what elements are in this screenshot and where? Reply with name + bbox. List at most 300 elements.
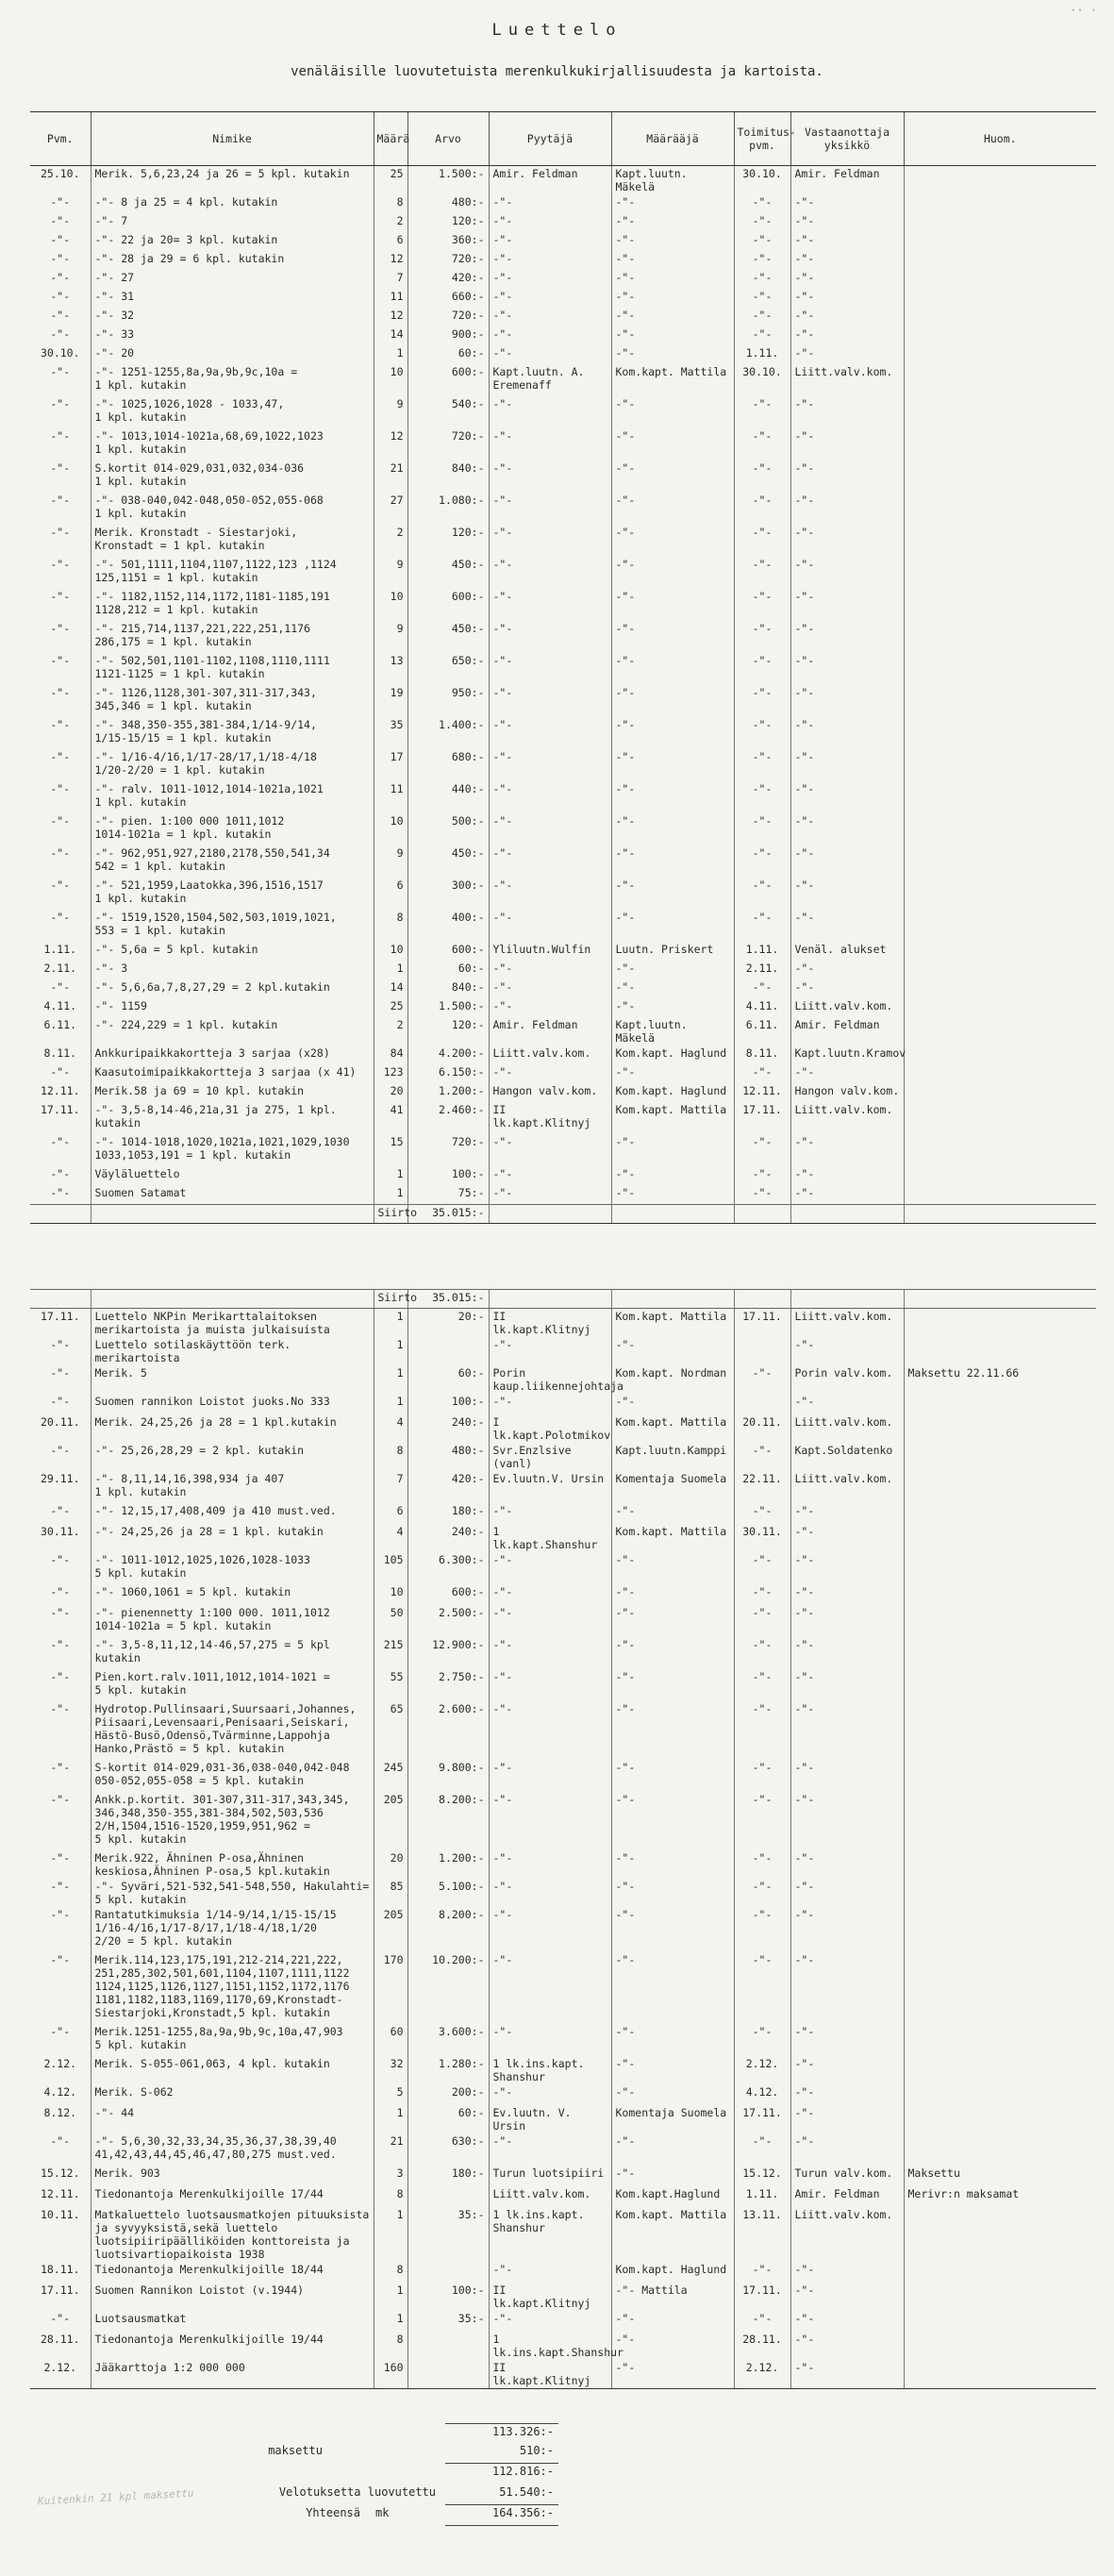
cell-requester: -"- xyxy=(489,653,611,685)
cell-date: -"- xyxy=(50,1606,71,1619)
cell-title: -"- 8,11,14,16,398,934 ja 407 1 kpl. kutakin xyxy=(91,1471,374,1503)
cell-value xyxy=(407,2186,489,2207)
cell-orderer: -"- xyxy=(611,1166,734,1185)
cell-value xyxy=(407,2360,489,2389)
cell-empty xyxy=(734,1204,790,1223)
cell-recipient: Liitt.valv.kom. xyxy=(790,1309,904,1338)
cell-quantity: 60 xyxy=(374,2024,407,2056)
totals-sum-value: 113.326:- xyxy=(491,2425,554,2438)
cell-recipient: -"- xyxy=(790,308,904,326)
cell-quantity: 14 xyxy=(374,326,407,345)
cell-delivery-date: -"- xyxy=(734,1185,790,1204)
cell-orderer: -"- xyxy=(611,2360,734,2389)
cell-requester: -"- xyxy=(489,998,611,1017)
cell-requester: -"- xyxy=(489,813,611,845)
cell-remarks xyxy=(904,2105,1096,2133)
cell-empty xyxy=(734,1290,790,1309)
cell-remarks: Maksettu 22.11.66 xyxy=(904,1365,1096,1394)
cell-orderer: Kom.kapt. Mattila xyxy=(611,1102,734,1134)
cell-remarks xyxy=(904,1792,1096,1850)
cell-date: 1.11. xyxy=(43,943,77,956)
table-row xyxy=(30,1185,1096,1204)
cell-quantity: 205 xyxy=(374,1907,407,1952)
cell-recipient: -"- xyxy=(790,1760,904,1792)
table-row xyxy=(30,194,1096,213)
cell-value: 60:- xyxy=(407,961,489,979)
cell-date: -"- xyxy=(50,1065,71,1079)
cell-orderer: -"- xyxy=(611,1134,734,1166)
cell-value: 420:- xyxy=(407,1471,489,1503)
cell-requester: -"- xyxy=(489,1760,611,1792)
cell-date: -"- xyxy=(50,654,71,667)
cell-value: 450:- xyxy=(407,621,489,653)
totals-transferred-label: Velotuksetta luovutettu xyxy=(278,2485,436,2499)
cell-empty xyxy=(30,1290,91,1309)
totals-currency: mk xyxy=(375,2506,390,2519)
cell-recipient: -"- xyxy=(790,2024,904,2056)
table-row xyxy=(30,1584,1096,1605)
cell-remarks xyxy=(904,1637,1096,1669)
cell-orderer: -"- xyxy=(611,308,734,326)
cell-quantity: 8 xyxy=(374,2186,407,2207)
cell-date: -"- xyxy=(50,1553,71,1566)
cell-quantity: 85 xyxy=(374,1879,407,1907)
cell-quantity: 1 xyxy=(374,2105,407,2133)
cell-title: Luotsausmatkat xyxy=(91,2311,374,2332)
cell-remarks xyxy=(904,910,1096,942)
carry-out-label: Siirto xyxy=(374,1204,407,1223)
cell-recipient: -"- xyxy=(790,194,904,213)
cell-title: Tiedonantoja Merenkulkijoille 18/44 xyxy=(91,2262,374,2283)
cell-remarks xyxy=(904,1605,1096,1637)
cell-delivery-date: 17.11. xyxy=(734,1102,790,1134)
cell-value: 12.900:- xyxy=(407,1637,489,1669)
cell-remarks xyxy=(904,2133,1096,2166)
cell-requester: -"- xyxy=(489,979,611,998)
cell-recipient: -"- xyxy=(790,2262,904,2283)
cell-remarks xyxy=(904,1907,1096,1952)
cell-delivery-date: -"- xyxy=(734,2024,790,2056)
cell-orderer: -"- xyxy=(611,345,734,364)
cell-date: 6.11. xyxy=(43,1018,77,1031)
cell-requester: -"- xyxy=(489,2084,611,2105)
cell-quantity: 2 xyxy=(374,525,407,557)
table-row xyxy=(30,1637,1096,1669)
cell-orderer: -"- xyxy=(611,2056,734,2084)
cell-quantity: 10 xyxy=(374,589,407,621)
cell-title: -"- 25,26,28,29 = 2 kpl. kutakin xyxy=(91,1443,374,1471)
cell-date: -"- xyxy=(50,2312,71,2325)
cell-empty xyxy=(489,1290,611,1309)
cell-delivery-date: -"- xyxy=(734,653,790,685)
totals-paid-row xyxy=(30,2444,1096,2463)
cell-requester: -"- xyxy=(489,308,611,326)
cell-requester: -"- xyxy=(489,1879,611,1907)
cell-value: 600:- xyxy=(407,1584,489,1605)
table-row xyxy=(30,2262,1096,2283)
cell-delivery-date: -"- xyxy=(734,1669,790,1701)
cell-requester: Liitt.valv.kom. xyxy=(489,1045,611,1064)
cell-title: -"- 24,25,26 ja 28 = 1 kpl. kutakin xyxy=(91,1524,374,1552)
cell-requester: -"- xyxy=(489,1166,611,1185)
cell-date: -"- xyxy=(50,429,71,443)
cell-value: 5.100:- xyxy=(407,1879,489,1907)
cell-orderer: -"- xyxy=(611,2166,734,2186)
cell-remarks xyxy=(904,364,1096,396)
table-row xyxy=(30,2283,1096,2311)
column-header-quantity: Määrä xyxy=(374,112,407,166)
cell-title: -"- 038-040,042-048,050-052,055-068 1 kpl. kutakin xyxy=(91,493,374,525)
table-row xyxy=(30,289,1096,308)
table-row xyxy=(30,1414,1096,1443)
cell-value: 120:- xyxy=(407,213,489,232)
cell-date: -"- xyxy=(50,1186,71,1199)
cell-title: -"- 3,5-8,14-46,21a,31 ja 275, 1 kpl. kutakin xyxy=(91,1102,374,1134)
table-row xyxy=(30,1134,1096,1166)
table-row xyxy=(30,961,1096,979)
cell-delivery-date: -"- xyxy=(734,717,790,749)
cell-recipient: -"- xyxy=(790,326,904,345)
cell-requester: -"- xyxy=(489,525,611,557)
cell-remarks xyxy=(904,1134,1096,1166)
cell-title: -"- 28 ja 29 = 6 kpl. kutakin xyxy=(91,251,374,270)
table-row xyxy=(30,1394,1096,1414)
cell-value: 1.080:- xyxy=(407,493,489,525)
cell-quantity: 12 xyxy=(374,428,407,460)
cell-empty xyxy=(489,1204,611,1223)
cell-delivery-date: -"- xyxy=(734,396,790,428)
cell-title: Merik.922, Ähninen P-osa,Ähninen keskiosa,Ähninen P-osa,5 kpl.kutakin xyxy=(91,1850,374,1879)
totals-rule xyxy=(445,2525,558,2526)
cell-remarks xyxy=(904,1471,1096,1503)
cell-recipient: -"- xyxy=(790,813,904,845)
cell-delivery-date: -"- xyxy=(734,308,790,326)
cell-quantity: 9 xyxy=(374,845,407,878)
table-row xyxy=(30,749,1096,781)
cell-orderer: -"- xyxy=(611,2332,734,2360)
cell-quantity: 1 xyxy=(374,1166,407,1185)
table-row xyxy=(30,910,1096,942)
cell-orderer: -"- xyxy=(611,1879,734,1907)
table-row xyxy=(30,364,1096,396)
carry-in-row xyxy=(30,1290,1096,1309)
cell-remarks xyxy=(904,1185,1096,1204)
cell-value: 120:- xyxy=(407,525,489,557)
cell-quantity: 65 xyxy=(374,1701,407,1760)
cell-date: -"- xyxy=(50,1585,71,1598)
cell-title: -"- 7 xyxy=(91,213,374,232)
cell-quantity: 9 xyxy=(374,396,407,428)
cell-value: 360:- xyxy=(407,232,489,251)
cell-remarks xyxy=(904,1166,1096,1185)
cell-title: Merik. 5 xyxy=(91,1365,374,1394)
cell-value: 3.600:- xyxy=(407,2024,489,2056)
cell-date: -"- xyxy=(50,622,71,635)
cell-recipient: -"- xyxy=(790,845,904,878)
cell-quantity: 11 xyxy=(374,781,407,813)
cell-date: -"- xyxy=(50,1851,71,1865)
cell-recipient: -"- xyxy=(790,621,904,653)
totals-rule xyxy=(445,2463,558,2464)
cell-value: 75:- xyxy=(407,1185,489,1204)
cell-empty xyxy=(611,1290,734,1309)
cell-orderer: -"- xyxy=(611,1185,734,1204)
cell-recipient: -"- xyxy=(790,1552,904,1584)
cell-requester: -"- xyxy=(489,717,611,749)
table-row xyxy=(30,1605,1096,1637)
totals-grand-row xyxy=(30,2506,1096,2525)
table-row xyxy=(30,213,1096,232)
cell-requester: -"- xyxy=(489,194,611,213)
table-row xyxy=(30,1471,1096,1503)
cell-empty xyxy=(904,1290,1096,1309)
cell-value: 450:- xyxy=(407,845,489,878)
cell-orderer: -"- xyxy=(611,557,734,589)
cell-delivery-date: -"- xyxy=(734,557,790,589)
cell-quantity: 105 xyxy=(374,1552,407,1584)
cell-remarks xyxy=(904,717,1096,749)
cell-remarks xyxy=(904,1017,1096,1045)
cell-value: 240:- xyxy=(407,1524,489,1552)
cell-date: -"- xyxy=(50,1702,71,1715)
cell-title: Ankk.p.kortit. 301-307,311-317,343,345, 346,348,350-355,381-384,502,503,536 2/H,1504,1516-1520,1959,951,962 = 5 kpl. kutakin xyxy=(91,1792,374,1850)
cell-quantity: 1 xyxy=(374,1309,407,1338)
cell-empty xyxy=(611,1204,734,1223)
cell-delivery-date: -"- xyxy=(734,1952,790,2024)
cell-delivery-date: 4.12. xyxy=(734,2084,790,2105)
cell-orderer: -"- xyxy=(611,845,734,878)
cell-orderer: -"- xyxy=(611,1850,734,1879)
cell-orderer: -"- xyxy=(611,621,734,653)
cell-remarks xyxy=(904,525,1096,557)
cell-requester: I lk.kapt.Polotmikov xyxy=(489,1414,611,1443)
cell-delivery-date: -"- xyxy=(734,979,790,998)
cell-requester: -"- xyxy=(489,1185,611,1204)
cell-remarks xyxy=(904,781,1096,813)
cell-title: -"- 27 xyxy=(91,270,374,289)
table-row xyxy=(30,979,1096,998)
cell-requester: -"- xyxy=(489,251,611,270)
cell-title: -"- 1/16-4/16,1/17-28/17,1/18-4/18 1/20-2/20 = 1 kpl. kutakin xyxy=(91,749,374,781)
cell-title: -"- 5,6a = 5 kpl. kutakin xyxy=(91,942,374,961)
cell-value: 6.150:- xyxy=(407,1064,489,1083)
cell-title: Väyläluettelo xyxy=(91,1166,374,1185)
cell-empty xyxy=(904,1204,1096,1223)
cell-title: -"- 3 xyxy=(91,961,374,979)
cell-value: 480:- xyxy=(407,194,489,213)
cell-delivery-date: -"- xyxy=(734,1701,790,1760)
cell-requester: -"- xyxy=(489,1907,611,1952)
cell-requester: Ev.luutn.V. Ursin xyxy=(489,1471,611,1503)
totals-transferred-value: 51.540:- xyxy=(499,2485,554,2499)
cell-title: -"- 33 xyxy=(91,326,374,345)
cell-requester: II lk.kapt.Klitnyj xyxy=(489,1309,611,1338)
cell-remarks xyxy=(904,428,1096,460)
cell-orderer: -"- xyxy=(611,1584,734,1605)
cell-recipient: -"- xyxy=(790,1792,904,1850)
cell-delivery-date: 15.12. xyxy=(734,2166,790,2186)
cell-date: 18.11. xyxy=(40,2263,80,2276)
cell-delivery-date: -"- xyxy=(734,1503,790,1524)
cell-requester: -"- xyxy=(489,270,611,289)
cell-recipient: Hangon valv.kom. xyxy=(790,1083,904,1102)
table-row xyxy=(30,270,1096,289)
cell-remarks xyxy=(904,1850,1096,1879)
cell-quantity: 20 xyxy=(374,1083,407,1102)
cell-value: 500:- xyxy=(407,813,489,845)
table-row xyxy=(30,1850,1096,1879)
cell-title: Merik. Kronstadt - Siestarjoki, Kronstadt = 1 kpl. kutakin xyxy=(91,525,374,557)
cell-quantity: 55 xyxy=(374,1669,407,1701)
cell-delivery-date: -"- xyxy=(734,1166,790,1185)
table-row xyxy=(30,1083,1096,1102)
cell-quantity: 20 xyxy=(374,1850,407,1879)
table-row xyxy=(30,878,1096,910)
totals-paid-label: maksettu xyxy=(268,2444,323,2457)
cell-orderer: Kom.kapt. Haglund xyxy=(611,1083,734,1102)
cell-orderer: -"- xyxy=(611,460,734,493)
cell-date: 4.11. xyxy=(43,999,77,1012)
cell-value: 1.200:- xyxy=(407,1850,489,1879)
cell-requester: -"- xyxy=(489,232,611,251)
cell-delivery-date: 2.11. xyxy=(734,961,790,979)
cell-quantity: 2 xyxy=(374,1017,407,1045)
cell-title: -"- Syväri,521-532,541-548,550, Hakulahti= 5 kpl. kutakin xyxy=(91,1879,374,1907)
table-row xyxy=(30,589,1096,621)
cell-recipient: -"- xyxy=(790,289,904,308)
document-title: Luettelo xyxy=(491,21,623,40)
cell-value xyxy=(407,1337,489,1365)
cell-requester: Hangon valv.kom. xyxy=(489,1083,611,1102)
cell-orderer: Kom.kapt. Mattila xyxy=(611,1414,734,1443)
table-row xyxy=(30,845,1096,878)
cell-date: -"- xyxy=(50,1793,71,1806)
cell-remarks xyxy=(904,979,1096,998)
cell-remarks xyxy=(904,998,1096,1017)
cell-value: 120:- xyxy=(407,1017,489,1045)
cell-recipient: -"- xyxy=(790,232,904,251)
cell-orderer: -"- xyxy=(611,1064,734,1083)
cell-quantity: 7 xyxy=(374,1471,407,1503)
cell-recipient: -"- xyxy=(790,1394,904,1414)
table-row xyxy=(30,1552,1096,1584)
cell-recipient: -"- xyxy=(790,1337,904,1365)
cell-title: Rantatutkimuksia 1/14-9/14,1/15-15/15 1/16-4/16,1/17-8/17,1/18-4/18,1/20 2/20 = 5 kpl. kutakin xyxy=(91,1907,374,1952)
cell-remarks xyxy=(904,326,1096,345)
cell-orderer: -"- xyxy=(611,493,734,525)
cell-value: 600:- xyxy=(407,364,489,396)
cell-title: Tiedonantoja Merenkulkijoille 17/44 xyxy=(91,2186,374,2207)
table-row xyxy=(30,251,1096,270)
cell-requester: -"- xyxy=(489,289,611,308)
cell-remarks xyxy=(904,2332,1096,2360)
cell-title: -"- pienennetty 1:100 000. 1011,1012 1014-1021a = 5 kpl. kutakin xyxy=(91,1605,374,1637)
cell-orderer: Kom.kapt. Mattila xyxy=(611,1309,734,1338)
cell-delivery-date: -"- xyxy=(734,428,790,460)
cell-requester: -"- xyxy=(489,2311,611,2332)
cell-remarks xyxy=(904,1414,1096,1443)
cell-title: Tiedonantoja Merenkulkijoille 19/44 xyxy=(91,2332,374,2360)
cell-quantity: 35 xyxy=(374,717,407,749)
cell-recipient: -"- xyxy=(790,2332,904,2360)
cell-remarks xyxy=(904,1879,1096,1907)
cell-title: Jääkarttoja 1:2 000 000 xyxy=(91,2360,374,2389)
cell-title: -"- 1251-1255,8a,9a,9b,9c,10a = 1 kpl. kutakin xyxy=(91,364,374,396)
table-row xyxy=(30,2133,1096,2166)
cell-delivery-date: -"- xyxy=(734,749,790,781)
cell-quantity: 8 xyxy=(374,2332,407,2360)
cell-date: 12.11. xyxy=(40,1084,80,1097)
cell-remarks xyxy=(904,1552,1096,1584)
cell-quantity: 4 xyxy=(374,1414,407,1443)
table-row xyxy=(30,653,1096,685)
cell-quantity: 84 xyxy=(374,1045,407,1064)
cell-orderer: -"- xyxy=(611,1952,734,2024)
cell-recipient: -"- xyxy=(790,910,904,942)
cell-remarks xyxy=(904,2024,1096,2056)
cell-delivery-date: 17.11. xyxy=(734,2283,790,2311)
cell-title: S-kortit 014-029,031-36,038-040,042-048 050-052,055-058 = 5 kpl. kutakin xyxy=(91,1760,374,1792)
cell-remarks xyxy=(904,1503,1096,1524)
cell-title: -"- 1013,1014-1021a,68,69,1022,1023 1 kpl. kutakin xyxy=(91,428,374,460)
cell-recipient: Liitt.valv.kom. xyxy=(790,1471,904,1503)
cell-value xyxy=(407,2332,489,2360)
cell-quantity: 1 xyxy=(374,1337,407,1365)
cell-orderer: -"- xyxy=(611,961,734,979)
cell-delivery-date: -"- xyxy=(734,1552,790,1584)
cell-requester: -"- xyxy=(489,1503,611,1524)
cell-quantity: 50 xyxy=(374,1605,407,1637)
totals-subtotal-row xyxy=(30,2465,1096,2484)
cell-quantity: 25 xyxy=(374,998,407,1017)
cell-orderer: Luutn. Priskert xyxy=(611,942,734,961)
cell-value: 480:- xyxy=(407,1443,489,1471)
table-row xyxy=(30,2166,1096,2186)
cell-requester: Kapt.luutn. A. Eremenaff xyxy=(489,364,611,396)
column-header-remarks: Huom. xyxy=(904,112,1096,166)
cell-orderer: Kapt.luutn. Mäkelä xyxy=(611,166,734,195)
cell-quantity: 10 xyxy=(374,813,407,845)
cell-value: 20:- xyxy=(407,1309,489,1338)
cell-date: 20.11. xyxy=(40,1415,80,1429)
cell-delivery-date: -"- xyxy=(734,845,790,878)
cell-recipient: -"- xyxy=(790,270,904,289)
cell-recipient: -"- xyxy=(790,460,904,493)
cell-delivery-date: 1.11. xyxy=(734,2186,790,2207)
cell-quantity: 5 xyxy=(374,2084,407,2105)
cell-title: -"- 1126,1128,301-307,311-317,343, 345,346 = 1 kpl. kutakin xyxy=(91,685,374,717)
cell-value: 1.500:- xyxy=(407,998,489,1017)
cell-title: -"- ralv. 1011-1012,1014-1021a,1021 1 kpl. kutakin xyxy=(91,781,374,813)
cell-value: 720:- xyxy=(407,1134,489,1166)
cell-recipient: -"- xyxy=(790,1952,904,2024)
cell-delivery-date: 6.11. xyxy=(734,1017,790,1045)
totals-grand-label: Yhteensä xyxy=(306,2506,360,2519)
cell-date: 8.12. xyxy=(43,2106,77,2119)
table-row xyxy=(30,2207,1096,2262)
cell-value: 900:- xyxy=(407,326,489,345)
header-row xyxy=(30,112,1096,166)
cell-delivery-date: -"- xyxy=(734,232,790,251)
cell-quantity: 27 xyxy=(374,493,407,525)
cell-title: Merik.1251-1255,8a,9a,9b,9c,10a,47,903 5 kpl. kutakin xyxy=(91,2024,374,2056)
cell-remarks xyxy=(904,1045,1096,1064)
table-row xyxy=(30,1337,1096,1365)
cell-value: 600:- xyxy=(407,942,489,961)
cell-delivery-date: -"- xyxy=(734,1443,790,1471)
cell-requester: -"- xyxy=(489,396,611,428)
cell-requester: -"- xyxy=(489,1850,611,1879)
